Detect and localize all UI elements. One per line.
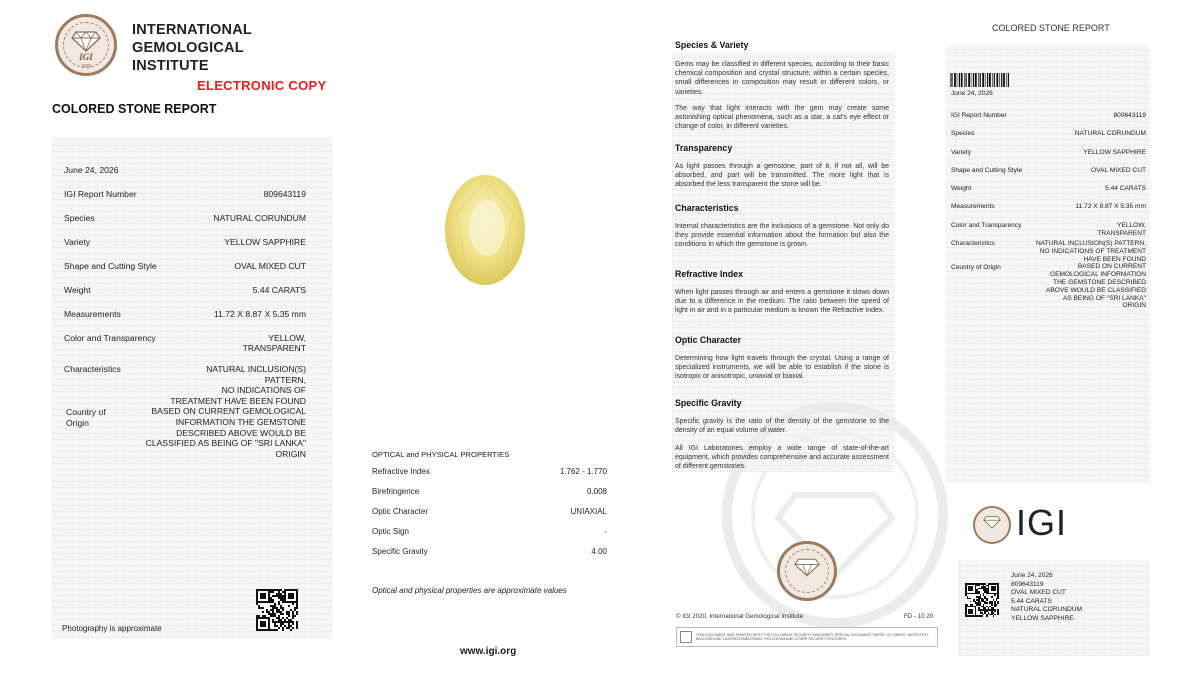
section-title: Refractive Index	[675, 269, 743, 279]
optical-value: 0.008	[586, 487, 607, 496]
section-title: Optic Character	[675, 335, 741, 345]
summary-variety: YELLOW SAPPHIRE	[1011, 614, 1074, 622]
card-characteristics-line: ORIGIN	[1122, 302, 1146, 310]
summary-report-number: 809643119	[1011, 580, 1044, 588]
card-value	[1097, 222, 1146, 238]
institute-name-line-2: GEMOLOGICAL	[132, 40, 244, 56]
seal-year: 1975	[80, 63, 91, 68]
photography-note: Photography is approximate	[62, 624, 162, 633]
card-value: 11.72 X 8.87 X 5.35 mm	[1075, 203, 1146, 210]
field-label: Measurements	[64, 309, 121, 319]
optical-label: Refractive Index	[372, 467, 430, 476]
origin-label-line: Origin	[66, 417, 89, 428]
electronic-copy-label: ELECTRONIC COPY	[197, 78, 327, 93]
diamond-icon	[71, 30, 101, 52]
card-characteristics-line: THE GEMSTONE DESCRIBED	[1053, 278, 1146, 286]
characteristics-line: TREATMENT HAVE BEEN FOUND	[170, 395, 306, 406]
diamond-icon	[794, 557, 820, 576]
igi-seal-logo	[55, 14, 117, 76]
card-characteristics-line: NO INDICATIONS OF TREATMENT	[1039, 247, 1146, 255]
field-label: Variety	[64, 237, 91, 247]
form-code: FD - 10 20	[904, 613, 934, 620]
section-text: Gems may be classified in different species, according to their basic chemical composition and crystal structure; within a certain species, small differences in composition may result in different colors, or varieties.	[675, 61, 889, 96]
card-label: Characteristics	[951, 240, 995, 247]
card-value: NATURAL CORUNDUM	[1074, 130, 1146, 137]
summary-weight: 5.44 CARATS	[1011, 597, 1052, 605]
optical-value: 1.762 - 1.770	[559, 467, 607, 476]
field-value: OVAL MIXED CUT	[234, 261, 306, 271]
field-value: 11.72 X 8.87 X 5.35 mm	[213, 309, 306, 319]
security-notice	[676, 627, 938, 647]
optical-value: -	[604, 527, 607, 536]
field-label: Characteristics	[64, 364, 121, 374]
card-characteristics-line: NATURAL INCLUSION(S) PATTERN,	[1035, 240, 1146, 247]
optical-label: Specific Gravity	[372, 547, 428, 556]
section-title: Specific Gravity	[675, 398, 742, 408]
igi-seal-small	[777, 541, 837, 601]
qr-code[interactable]	[256, 589, 298, 631]
field-label: IGI Report Number	[64, 189, 137, 199]
card-characteristics-line: AS BEING OF "SRI LANKA"	[1062, 294, 1146, 302]
card-label: IGI Report Number	[951, 112, 1007, 119]
field-value: 5.44 CARATS	[252, 285, 306, 295]
card-label: Variety	[951, 149, 972, 156]
section-text: All IGI Laboratories employ a wide range of state-of-the-art equipment, which provides comprehensive and accurate assessment of different gemstones.	[675, 445, 890, 471]
field-label: Shape and Cutting Style	[64, 261, 157, 271]
institute-name-line-1: INTERNATIONAL	[132, 22, 252, 38]
card-label: Measurements	[951, 203, 995, 210]
origin-label	[66, 407, 106, 428]
transparency-value: TRANSPARENT	[242, 343, 306, 353]
qr-code-card[interactable]	[965, 583, 999, 617]
card-value: 809643119	[1113, 112, 1146, 119]
card-characteristics-line: ABOVE WOULD BE CLASSIFIED	[1045, 286, 1146, 294]
igi-logo-text: IGI	[1016, 502, 1068, 543]
optical-label: Optic Sign	[372, 527, 409, 536]
section-text: Specific gravity is the ratio of the density of the gemstone to the density of an equal volume of water.	[675, 418, 889, 435]
color-value: YELLOW,	[268, 333, 306, 343]
card-label: Shape and Cutting Style	[951, 167, 1023, 174]
security-text: THIS DOCUMENT WAS PRINTED WITH THE FOLLOWING SECURITY MEASURES: SPECIAL DOCUMENT PAPER, UV FIBERS, MICROTEXT, BACKGROUND LASERED EMBOSSING, HOLOGRAM AND OTHER SECURITY FEATURES.	[696, 632, 930, 641]
barcode	[950, 73, 1012, 87]
card-characteristics	[1036, 240, 1146, 310]
card-color-value: YELLOW,	[1117, 222, 1146, 229]
card-summary	[1011, 572, 1082, 624]
card-label: Country of Origin	[951, 264, 1001, 271]
field-value: YELLOW SAPPHIRE	[224, 237, 306, 247]
characteristics-line: NO INDICATIONS OF	[221, 385, 306, 396]
report-title: COLORED STONE REPORT	[52, 102, 217, 116]
website-link[interactable]: www.igi.org	[460, 646, 517, 657]
field-value: NATURAL CORUNDUM	[213, 213, 306, 223]
summary-shape: OVAL MIXED CUT	[1011, 589, 1066, 597]
gemstone-photo	[443, 173, 527, 287]
igi-logo-seal	[973, 506, 1011, 544]
card-characteristics-line: GEMOLOGICAL INFORMATION	[1050, 271, 1146, 279]
institute-name	[132, 21, 252, 75]
card-value: OVAL MIXED CUT	[1091, 167, 1146, 174]
section-text: Internal characteristics are the inclusions of a gemstone. Not only do they provide essential information about the formation but also the conditions in which the gemstone is grown.	[675, 223, 889, 249]
section-title: Characteristics	[675, 203, 739, 213]
card-characteristics-line: BASED ON CURRENT	[1077, 263, 1146, 271]
card-label: Weight	[951, 185, 972, 192]
field-label: Color and Transparency	[64, 333, 156, 343]
characteristics-line: DESCRIBED ABOVE WOULD BE	[176, 427, 306, 438]
field-value	[243, 333, 306, 353]
report-date: June 24, 2026	[64, 165, 119, 175]
characteristics-line: ORIGIN	[275, 448, 306, 459]
section-text: As light passes through a gemstone, part of it, if not all, will be absorbed, and part will be transmitted. The more light that is absorbed the less transparent the stone will be.	[675, 163, 889, 189]
optical-note: Optical and physical properties are approximate values	[372, 586, 567, 595]
optical-title: OPTICAL and PHYSICAL PROPERTIES	[372, 450, 510, 459]
field-value: 809643119	[263, 189, 306, 199]
section-title: Transparency	[675, 143, 733, 153]
summary-date: June 24, 2026	[1011, 572, 1053, 579]
characteristics-value	[146, 364, 306, 459]
card-label: Color and Transparency	[951, 222, 1022, 229]
section-text: When light passes through air and enters a gemstone it slows down due to a difference in the medium. The ratio between the speed of light in air and in a particular medium is known the Refractive index.	[675, 289, 889, 315]
characteristics-line: NATURAL INCLUSION(S)	[206, 364, 306, 374]
card-value: YELLOW SAPPHIRE	[1083, 149, 1146, 156]
optical-value: UNIAXIAL	[570, 507, 607, 516]
copyright-text: © IGI 2020, International Gemological Institute	[676, 613, 804, 620]
origin-label-line: Country of	[66, 407, 106, 417]
section-title: Species & Variety	[675, 40, 749, 50]
characteristics-line: PATTERN,	[264, 374, 306, 385]
section-text: Determining how light travels through the crystal. Using a range of specialized instruments, we will be able to establish if the stone is isotropic or anisotropic, uniaxial or biaxial.	[675, 355, 889, 381]
seal-monogram: IGI	[79, 51, 93, 62]
diamond-icon	[983, 516, 1001, 529]
optical-value: 4.00	[591, 547, 607, 556]
card-transparency-value: TRANSPARENT	[1097, 230, 1146, 237]
optical-label: Birefringence	[372, 487, 420, 496]
card-date: June 24, 2026	[951, 90, 993, 97]
card-value: 5.44 CARATS	[1105, 185, 1146, 192]
card-title: COLORED STONE REPORT	[992, 23, 1110, 33]
characteristics-line: CLASSIFIED AS BEING OF "SRI LANKA"	[145, 438, 306, 449]
section-text: The way that light interacts with the gem may create some astonishing optical phenomena, such as a star, a cat's eye effect or change of color, in different varieties.	[675, 105, 889, 131]
field-label: Species	[64, 213, 95, 223]
characteristics-line: INFORMATION THE GEMSTONE	[175, 416, 306, 427]
card-label: Species	[951, 130, 975, 137]
security-icon	[680, 631, 692, 643]
summary-species: NATURAL CORUNDUM	[1011, 606, 1083, 614]
characteristics-line: BASED ON CURRENT GEMOLOGICAL	[151, 406, 306, 417]
institute-name-line-3: INSTITUTE	[132, 58, 209, 74]
card-characteristics-line: HAVE BEEN FOUND	[1083, 255, 1146, 263]
optical-label: Optic Character	[372, 507, 429, 516]
field-label: Weight	[64, 285, 91, 295]
